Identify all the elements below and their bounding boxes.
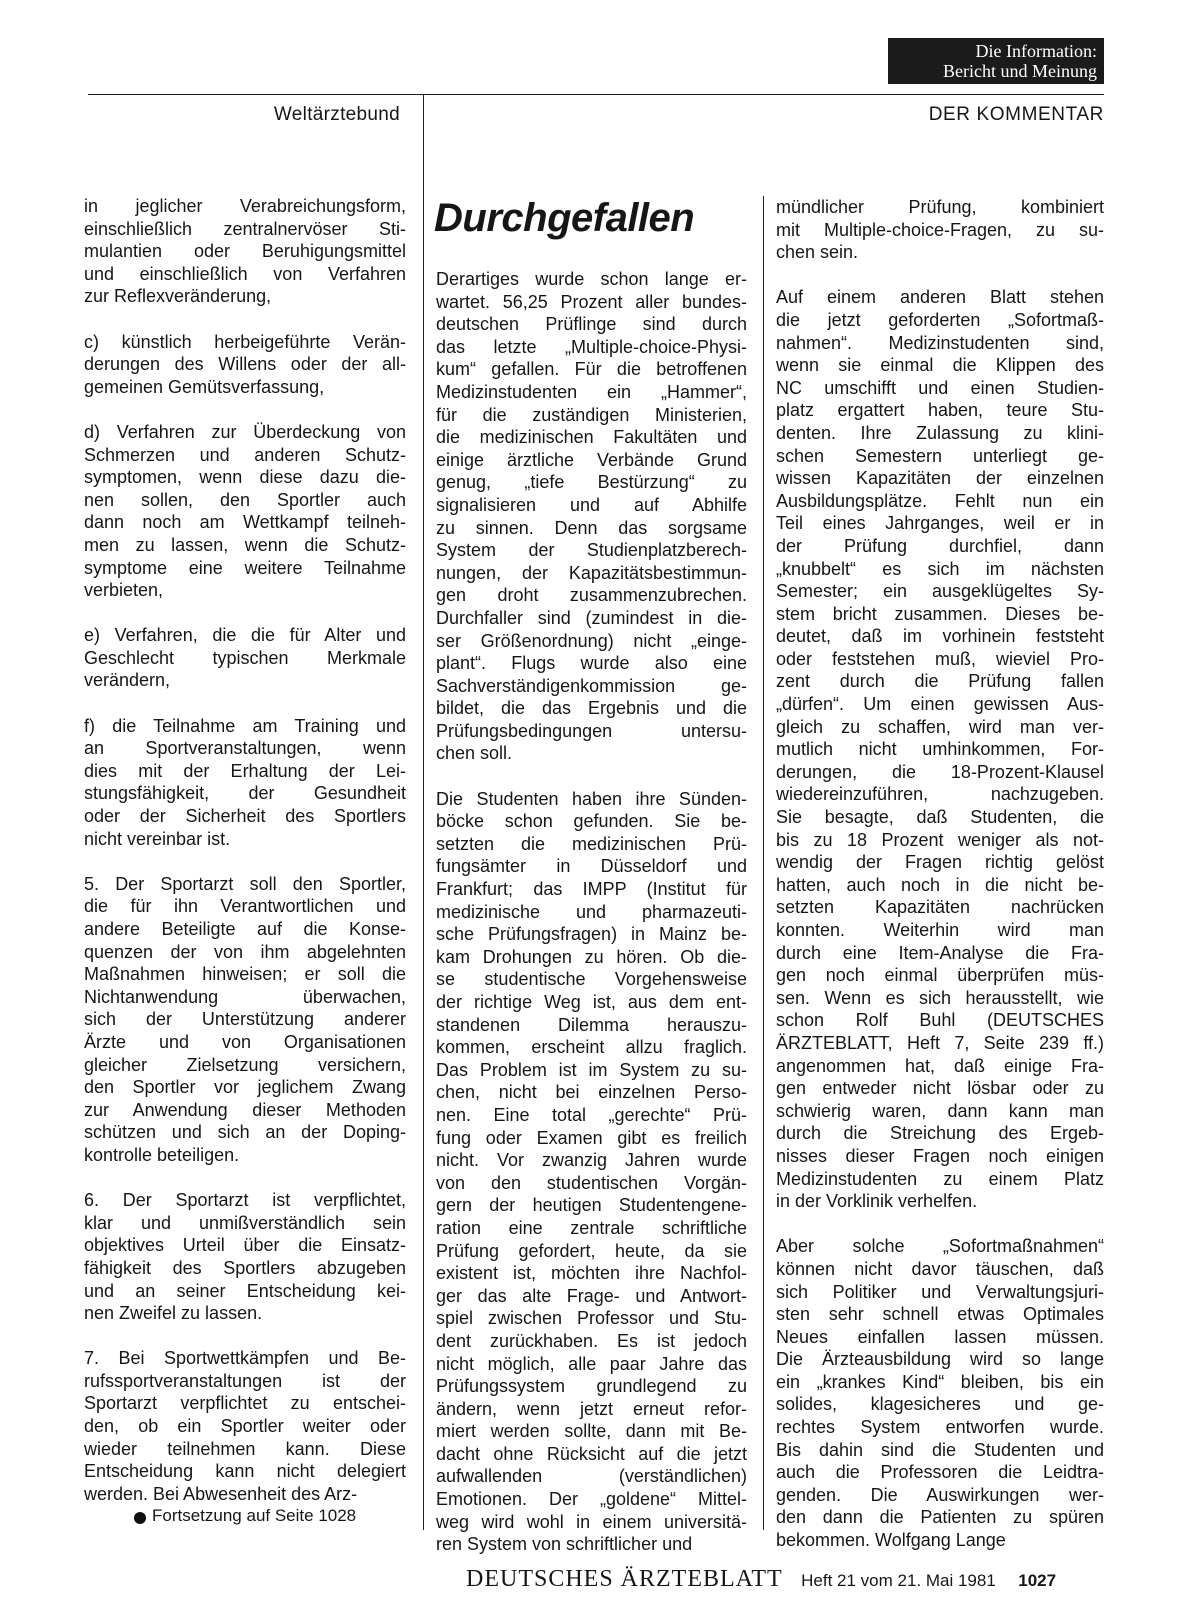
text-line: „dürfen“. Um einen gewissen Aus- bbox=[776, 694, 1104, 715]
text-line: an Sportveranstaltungen, wenn bbox=[84, 738, 406, 759]
text-line: den, ob ein Sportler weiter oder bbox=[84, 1416, 406, 1437]
text-line: aufwallenden (verständlichen) bbox=[436, 1466, 747, 1487]
text-line: nicht vereinbar ist. bbox=[84, 828, 231, 849]
text-line: nahmen“. Medizinstudenten sind, bbox=[776, 332, 1104, 353]
text-line: gleicher Zielsetzung versichern, bbox=[84, 1054, 406, 1075]
text-line: Aber solche „Sofortmaßnahmen“ bbox=[776, 1236, 1104, 1257]
text-line: schwierig waren, dann kann man bbox=[776, 1100, 1104, 1121]
text-line: Ausbildungsplätze. Fehlt nun ein bbox=[776, 490, 1104, 511]
text-line: existent ist, möchten ihre Nachfol- bbox=[436, 1263, 747, 1284]
text-line: miert werden sollte, dann mit Be- bbox=[436, 1421, 747, 1442]
text-line: kam Drohungen zu hören. Ob die- bbox=[436, 946, 747, 967]
text-line: verändern, bbox=[84, 670, 171, 691]
text-line: ration eine zentrale schriftliche bbox=[436, 1217, 747, 1238]
text-line: schen Semestern unterliegt ge- bbox=[776, 445, 1104, 466]
text-line: verbieten, bbox=[84, 580, 164, 601]
text-line: fung oder Examen gibt es freilich bbox=[436, 1127, 747, 1148]
text-line: Emotionen. Der „goldene“ Mittel- bbox=[436, 1489, 747, 1510]
text-line: zur Anwendung dieser Methoden bbox=[84, 1099, 406, 1120]
text-line: Ärzte und von Organisationen bbox=[84, 1031, 406, 1052]
text-line: mit Multiple-choice-Fragen, zu su- bbox=[776, 219, 1104, 240]
continuation-text: Fortsetzung auf Seite 1028 bbox=[152, 1506, 357, 1525]
text-line: denten. Ihre Zulassung zu klini- bbox=[776, 422, 1104, 443]
text-line: Teil eines Jahrganges, weil er in bbox=[776, 513, 1104, 534]
text-line: Bis dahin sind die Studenten und bbox=[776, 1439, 1104, 1460]
text-line: symptome eine weitere Teilnahme bbox=[84, 557, 406, 578]
text-line: oder feststehen muß, wieviel Pro- bbox=[776, 648, 1104, 669]
text-line: Prüfungssystem grundlegend zu bbox=[436, 1376, 747, 1397]
text-line: d) Verfahren zur Überdeckung von bbox=[84, 421, 406, 442]
text-line: 7. Bei Sportwettkämpfen und Be- bbox=[84, 1348, 406, 1369]
text-line: Auf einem anderen Blatt stehen bbox=[776, 287, 1104, 308]
text-line: Durchfaller sind (zumindest in die- bbox=[436, 607, 747, 628]
text-line: solides, klagesicheres und ge- bbox=[776, 1394, 1104, 1415]
text-line: ändern, wenn jetzt erneut refor- bbox=[436, 1398, 747, 1419]
text-line: dent zurückhaben. Es ist jedoch bbox=[436, 1330, 747, 1351]
text-line: oder der Sicherheit des Sportlers bbox=[84, 806, 406, 827]
text-line: in jeglicher Verabreichungsform, bbox=[84, 196, 406, 216]
page-number: 1027 bbox=[1018, 1571, 1057, 1590]
text-line: derungen des Willens oder der all- bbox=[84, 354, 406, 375]
text-line: dacht ohne Rücksicht auf die jetzt bbox=[436, 1443, 747, 1464]
text-line: weg wird wohl in einem universitä- bbox=[436, 1511, 747, 1532]
issue-info: Heft 21 vom 21. Mai 1981 bbox=[801, 1571, 996, 1590]
text-line: Sie besagte, daß Studenten, die bbox=[776, 807, 1104, 828]
text-line: zu sinnen. Denn das sorgsame bbox=[436, 517, 747, 538]
text-line: wissen Kapazitäten der einzelnen bbox=[776, 468, 1104, 489]
text-line: nicht. Vor zwanzig Jahren wurde bbox=[436, 1150, 747, 1171]
text-line: andere Beteiligte auf die Konse- bbox=[84, 919, 406, 939]
text-line: Nichtanwendung überwachen, bbox=[84, 986, 406, 1007]
text-line: quenzen der von ihm abgelehnten bbox=[84, 941, 406, 962]
text-line: NC umschifft und einen Studien- bbox=[776, 377, 1104, 398]
text-line: Entscheidung kann nicht delegiert bbox=[84, 1461, 406, 1482]
text-line: rufssportveranstaltungen ist der bbox=[84, 1370, 406, 1391]
text-line: durch die Streichung des Ergeb- bbox=[776, 1123, 1104, 1144]
text-line: 5. Der Sportarzt soll den Sportler, bbox=[84, 873, 406, 894]
text-line: plant“. Flugs wurde also eine bbox=[436, 653, 747, 674]
text-line: Semester; ein ausgeklügeltes Sy- bbox=[776, 581, 1104, 602]
text-line: kontrolle beteiligen. bbox=[84, 1144, 240, 1165]
text-line: böcke schon gefunden. Sie be- bbox=[436, 811, 747, 832]
paragraph bbox=[776, 286, 1104, 1212]
text-line: men zu lassen, wenn die Schutz- bbox=[84, 534, 406, 555]
text-line: Prüfung gefordert, heute, da sie bbox=[436, 1240, 747, 1261]
text-line: und einschließlich von Verfahren bbox=[84, 263, 406, 284]
text-line: deutschen Prüflinge sind durch bbox=[436, 314, 747, 335]
text-line: ren System von schriftlicher und bbox=[436, 1534, 693, 1555]
text-line: genden. Die Auswirkungen wer- bbox=[776, 1484, 1104, 1505]
text-line: sich der Unterstützung anderer bbox=[84, 1009, 406, 1030]
text-line: System der Studienplatzberech- bbox=[436, 540, 747, 561]
paragraph bbox=[436, 268, 747, 765]
text-line: Medizinstudenten zu einem Platz bbox=[776, 1168, 1104, 1189]
left-column bbox=[84, 195, 406, 1528]
text-line: Maßnahmen hinweisen; er soll die bbox=[84, 964, 406, 985]
text-line: genug, „tiefe Bestürzung“ zu bbox=[436, 472, 747, 493]
paragraph bbox=[84, 421, 406, 602]
paragraph bbox=[84, 873, 406, 1167]
text-line: Schmerzen und anderen Schutz- bbox=[84, 444, 406, 465]
text-line: Das Problem ist im System zu su- bbox=[436, 1059, 747, 1080]
text-line: der Prüfung durchfiel, dann bbox=[776, 535, 1104, 556]
text-line: platz ergattert haben, teure Stu- bbox=[776, 400, 1104, 421]
text-line: sich Politiker und Verwaltungsjuri- bbox=[776, 1281, 1104, 1302]
text-line: durch eine Item-Analyse die Fra- bbox=[776, 942, 1104, 963]
text-line: Sportarzt verpflichtet zu entschei- bbox=[84, 1393, 406, 1414]
text-line: können nicht davor täuschen, daß bbox=[776, 1258, 1104, 1279]
text-line: schon Rolf Buhl (DEUTSCHES bbox=[776, 1010, 1104, 1031]
text-line: fungsämter in Düsseldorf und bbox=[436, 856, 747, 877]
text-line: rechtes System entworfen wurde. bbox=[776, 1417, 1104, 1438]
paragraph bbox=[436, 788, 747, 1556]
badge-line-2: Bericht und Meinung bbox=[943, 61, 1097, 81]
text-line: dann noch am Wettkampf teilneh- bbox=[84, 512, 406, 533]
text-line: wenn sie einmal die Klippen des bbox=[776, 355, 1104, 376]
text-line: schützen und sich an der Doping- bbox=[84, 1122, 406, 1143]
text-line: symptomen, wenn diese dazu die- bbox=[84, 467, 406, 488]
text-line: se studentische Vorgehensweise bbox=[436, 969, 747, 990]
section-badge bbox=[888, 38, 1104, 84]
text-line: fähigkeit des Sportlers abzugeben bbox=[84, 1257, 406, 1278]
text-line: gen droht zusammenzubrechen. bbox=[436, 585, 747, 606]
paragraph bbox=[84, 331, 406, 399]
text-line: sen. Wenn es sich herausstellt, wie bbox=[776, 987, 1104, 1008]
text-line: Frankfurt; das IMPP (Institut für bbox=[436, 879, 747, 900]
text-line: gen noch einmal überprüfen müs- bbox=[776, 965, 1104, 986]
text-line: nisses dieser Fragen noch einigen bbox=[776, 1145, 1104, 1166]
text-line: auch die Professoren die Leidtra- bbox=[776, 1462, 1104, 1483]
text-line: einige ärztliche Verbände Grund bbox=[436, 449, 747, 470]
text-line: zur Reflexveränderung, bbox=[84, 286, 272, 307]
text-line: die medizinischen Fakultäten und bbox=[436, 427, 747, 448]
text-line: dies mit der Erhaltung der Lei- bbox=[84, 760, 406, 781]
paragraph bbox=[776, 196, 1104, 264]
text-line: wiedereinzuführen, nachzugeben. bbox=[776, 784, 1104, 805]
text-line: derungen, die 18-Prozent-Klausel bbox=[776, 761, 1104, 782]
text-line: stungsfähigkeit, der Gesundheit bbox=[84, 783, 406, 804]
text-line: in der Vorklinik verhelfen. bbox=[776, 1191, 978, 1212]
text-line: c) künstlich herbeigeführte Verän- bbox=[84, 331, 406, 352]
paragraph bbox=[84, 624, 406, 692]
badge-line-1: Die Information: bbox=[975, 41, 1097, 61]
text-line: nicht möglich, alle paar Jahre das bbox=[436, 1353, 747, 1374]
right-column bbox=[776, 196, 1104, 1574]
text-line: Geschlecht typischen Merkmale bbox=[84, 647, 406, 668]
text-line: spiel zwischen Professor und Stu- bbox=[436, 1308, 747, 1329]
text-line: objektives Urteil über die Einsatz- bbox=[84, 1235, 406, 1256]
text-line: nen. Eine total „gerechte“ Prü- bbox=[436, 1104, 747, 1125]
text-line: stem bricht zusammen. Dieses be- bbox=[776, 603, 1104, 624]
text-line: „knubbelt“ es sich im nächsten bbox=[776, 558, 1104, 579]
text-line: bekommen. Wolfgang Lange bbox=[776, 1530, 1006, 1551]
text-line: ser Größenordnung) nicht „einge- bbox=[436, 630, 747, 651]
top-rule bbox=[88, 94, 1104, 95]
text-line: für die zuständigen Ministerien, bbox=[436, 404, 747, 425]
middle-column bbox=[436, 268, 747, 1578]
text-line: ÄRZTEBLATT, Heft 7, Seite 239 ff.) bbox=[776, 1032, 1104, 1053]
paragraph bbox=[84, 1189, 406, 1325]
article-title: Durchgefallen bbox=[434, 196, 695, 240]
text-line: bildet, die das Ergebnis und die bbox=[436, 698, 747, 719]
text-line: zent durch die Prüfung fallen bbox=[776, 671, 1104, 692]
text-line: gen entweder nicht lösbar oder zu bbox=[776, 1078, 1104, 1099]
text-line: chen soll. bbox=[436, 743, 513, 764]
text-line: deutet, daß im vorhinein feststeht bbox=[776, 626, 1104, 647]
text-line: 6. Der Sportarzt ist verpflichtet, bbox=[84, 1190, 406, 1211]
text-line: gemeinen Gemütsverfassung, bbox=[84, 376, 325, 397]
paragraph bbox=[776, 1235, 1104, 1551]
text-line: nungen, der Kapazitätsbestimmun- bbox=[436, 562, 747, 583]
text-line: hatten, auch noch in die nicht be- bbox=[776, 874, 1104, 895]
text-line: von den studentischen Vorgän- bbox=[436, 1172, 747, 1193]
text-line: Die Studenten haben ihre Sünden- bbox=[436, 788, 747, 809]
text-line: wendig der Fragen richtig gelöst bbox=[776, 852, 1104, 873]
text-line: nen Zweifel zu lassen. bbox=[84, 1303, 263, 1324]
text-line: konnten. Weiterhin wird man bbox=[776, 920, 1104, 940]
text-line: mutlich nicht umhinkommen, For- bbox=[776, 739, 1104, 760]
continuation-note bbox=[134, 1506, 356, 1526]
text-line: nen sollen, den Sportler auch bbox=[84, 489, 406, 510]
page-footer bbox=[466, 1566, 1056, 1593]
text-line: mulantien oder Beruhigungsmittel bbox=[84, 241, 406, 262]
text-line: f) die Teilnahme am Training und bbox=[84, 715, 406, 736]
text-line: medizinische und pharmazeuti- bbox=[436, 901, 747, 922]
text-line: ger das alte Frage- und Antwort- bbox=[436, 1285, 747, 1306]
column-divider-right bbox=[763, 196, 764, 1530]
text-line: signalisieren und auf Abhilfe bbox=[436, 494, 747, 515]
text-line: chen, nicht bei einzelnen Perso- bbox=[436, 1082, 747, 1103]
text-line: wartet. 56,25 Prozent aller bundes- bbox=[436, 291, 747, 312]
text-line: der richtige Weg ist, aus dem ent- bbox=[436, 992, 747, 1012]
text-line: Prüfungsbedingungen untersu- bbox=[436, 720, 747, 741]
section-label-kommentar: DER KOMMENTAR bbox=[928, 104, 1104, 125]
text-line: Die Ärzteausbildung wird so lange bbox=[776, 1349, 1104, 1370]
text-line: klar und unmißverständlich sein bbox=[84, 1212, 406, 1233]
text-line: e) Verfahren, die die für Alter und bbox=[84, 625, 406, 646]
text-line: bis zu 18 Prozent weniger als not- bbox=[776, 829, 1104, 850]
journal-name: DEUTSCHES ÄRZTEBLATT bbox=[466, 1566, 783, 1592]
text-line: die für ihn Verantwortlichen und bbox=[84, 896, 406, 917]
text-line: Medizinstudenten ein „Hammer“, bbox=[436, 381, 747, 402]
text-line: sten sehr schnell etwas Optimales bbox=[776, 1304, 1104, 1325]
text-line: einschließlich zentralnervöser Sti- bbox=[84, 218, 406, 239]
text-line: den dann die Patienten zu spüren bbox=[776, 1507, 1104, 1528]
paragraph bbox=[84, 1347, 406, 1505]
text-line: Derartiges wurde schon lange er- bbox=[436, 269, 747, 289]
text-line: gern der heutigen Studentengene- bbox=[436, 1195, 747, 1216]
text-line: setzten die medizinischen Prü- bbox=[436, 833, 747, 854]
text-line: Neues einfallen lassen müssen. bbox=[776, 1326, 1104, 1347]
text-line: sche Prüfungsfragen) in Mainz be- bbox=[436, 924, 747, 945]
text-line: gleich zu schaffen, wird man ver- bbox=[776, 716, 1104, 737]
text-line: setzten Kapazitäten nachrücken bbox=[776, 897, 1104, 918]
section-label-weltaerztebund: Weltärztebund bbox=[273, 104, 400, 125]
text-line: ein „krankes Kind“ bleiben, bis ein bbox=[776, 1371, 1104, 1392]
text-line: chen sein. bbox=[776, 242, 859, 263]
text-line: Sachverständigenkommission ge- bbox=[436, 675, 747, 696]
text-line: kum“ gefallen. Für die betroffenen bbox=[436, 359, 747, 380]
text-line: und an seiner Entscheidung kei- bbox=[84, 1280, 406, 1301]
text-line: das letzte „Multiple-choice-Physi- bbox=[436, 336, 747, 357]
column-divider-left bbox=[423, 94, 424, 1530]
text-line: wieder teilnehmen kann. Diese bbox=[84, 1438, 406, 1459]
paragraph bbox=[84, 195, 406, 308]
text-line: standenen Dilemma herauszu- bbox=[436, 1014, 747, 1035]
paragraph bbox=[84, 715, 406, 851]
text-line: mündlicher Prüfung, kombiniert bbox=[776, 197, 1104, 217]
text-line: werden. Bei Abwesenheit des Arz- bbox=[84, 1483, 358, 1504]
text-line: angenommen hat, daß einige Fra- bbox=[776, 1055, 1104, 1076]
text-line: kommen, erscheint allzu fraglich. bbox=[436, 1037, 747, 1058]
text-line: die jetzt geforderten „Sofortmaß- bbox=[776, 309, 1104, 330]
text-line: den Sportler vor jeglichem Zwang bbox=[84, 1077, 406, 1098]
